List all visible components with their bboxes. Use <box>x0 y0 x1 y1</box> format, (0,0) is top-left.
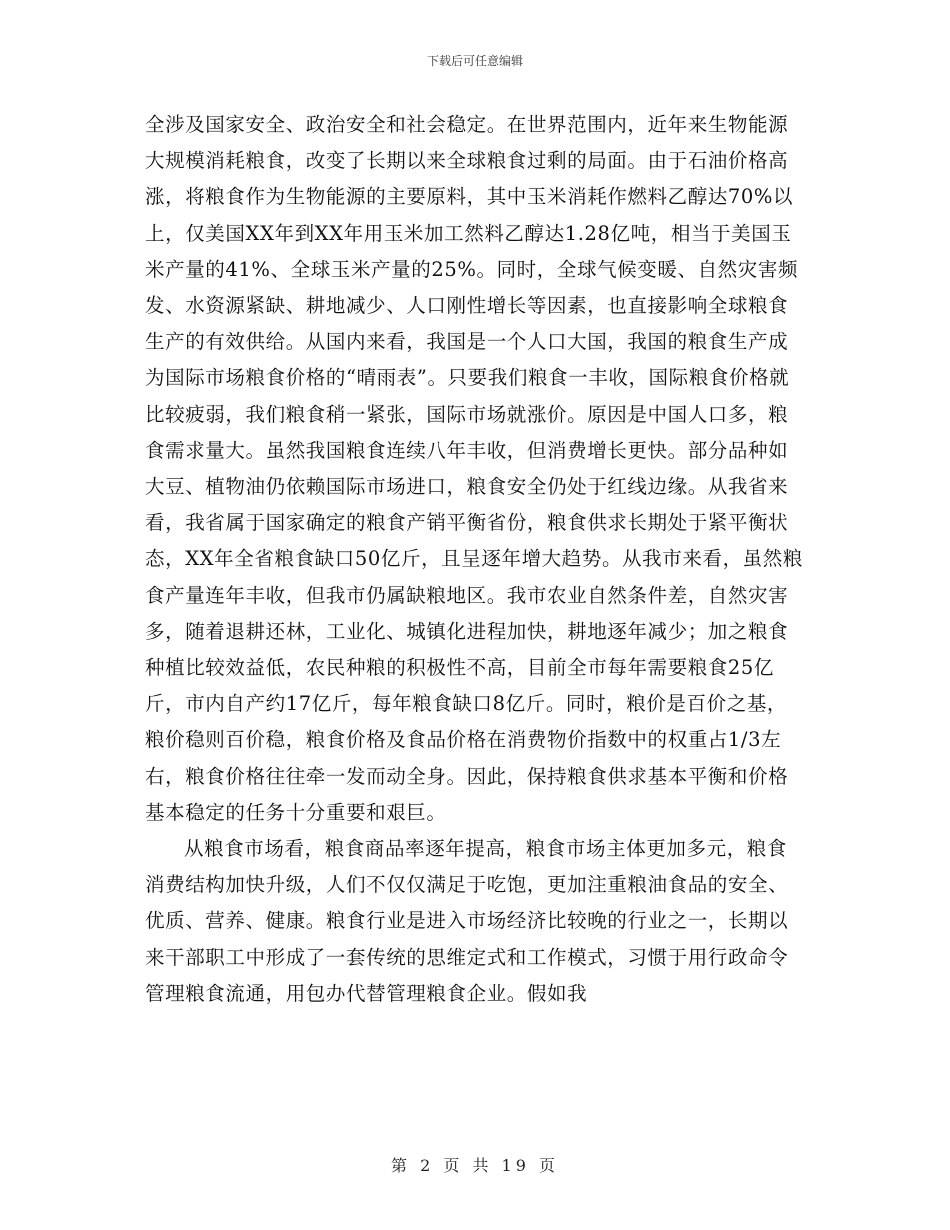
page-number: 第 2 页 共 19 页 <box>391 1156 559 1175</box>
page-header: 下载后可任意编辑 <box>426 54 523 68</box>
document-body <box>145 107 805 1012</box>
paragraph: 全涉及国家安全、政治安全和社会稳定。在世界范围内，近年来生物能源大规模消耗粮食，改变了长期以来全球粮食过剩的局面。由于石油价格高涨，将粮食作为生物能源的主要原料，其中玉米消耗作燃料乙醇达70%以上，仅美国XX年到XX年用玉米加工然料乙醇达1.28亿吨，相当于美国玉米产量的41%、全球玉米产量的25%。同时，全球气候变暖、自然灾害频发、水资源紧缺、耕地减少、人口刚性增长等因素，也直接影响全球粮食生产的有效供给。从国内来看，我国是一个人口大国，我国的粮食生产成为国际市场粮食价格的“晴雨表”。只要我们粮食一丰收，国际粮食价格就比较疲弱，我们粮食稍一紧张，国际市场就涨价。原因是中国人口多，粮食需求量大。虽然我国粮食连续八年丰收，但消费增长更快。部分品种如大豆、植物油仍依赖国际市场进口，粮食安全仍处于红线边缘。从我省来看，我省属于国家确定的粮食产销平衡省份，粮食供求长期处于紧平衡状态，XX年全省粮食缺口50亿斤，且呈逐年增大趋势。从我市来看，虽然粮食产量连年丰收，但我市仍属缺粮地区。我市农业自然条件差，自然灾害多，随着退耕还林，工业化、城镇化进程加快，耕地逐年减少；加之粮食种植比较效益低，农民种粮的积极性不高，目前全市每年需要粮食25亿斤，市内自产约17亿斤，每年粮食缺口8亿斤。同时，粮价是百价之基，粮价稳则百价稳，粮食价格及食品价格在消费物价指数中的权重占1/3左右，粮食价格往往牵一发而动全身。因此，保持粮食供求基本平衡和价格基本稳定的任务十分重要和艰巨。 <box>145 113 803 824</box>
paragraph: 从粮食市场看，粮食商品率逐年提高，粮食市场主体更加多元，粮食消费结构加快升级，人们不仅仅满足于吃饱，更加注重粮油食品的安全、优质、营养、健康。粮食行业是进入市场经济比较晚的行业之一，长期以来干部职工中形成了一套传统的思维定式和工作模式，习惯于用行政命令管理粮食流通，用包办代替管理粮食企业。假如我 <box>145 837 789 1005</box>
